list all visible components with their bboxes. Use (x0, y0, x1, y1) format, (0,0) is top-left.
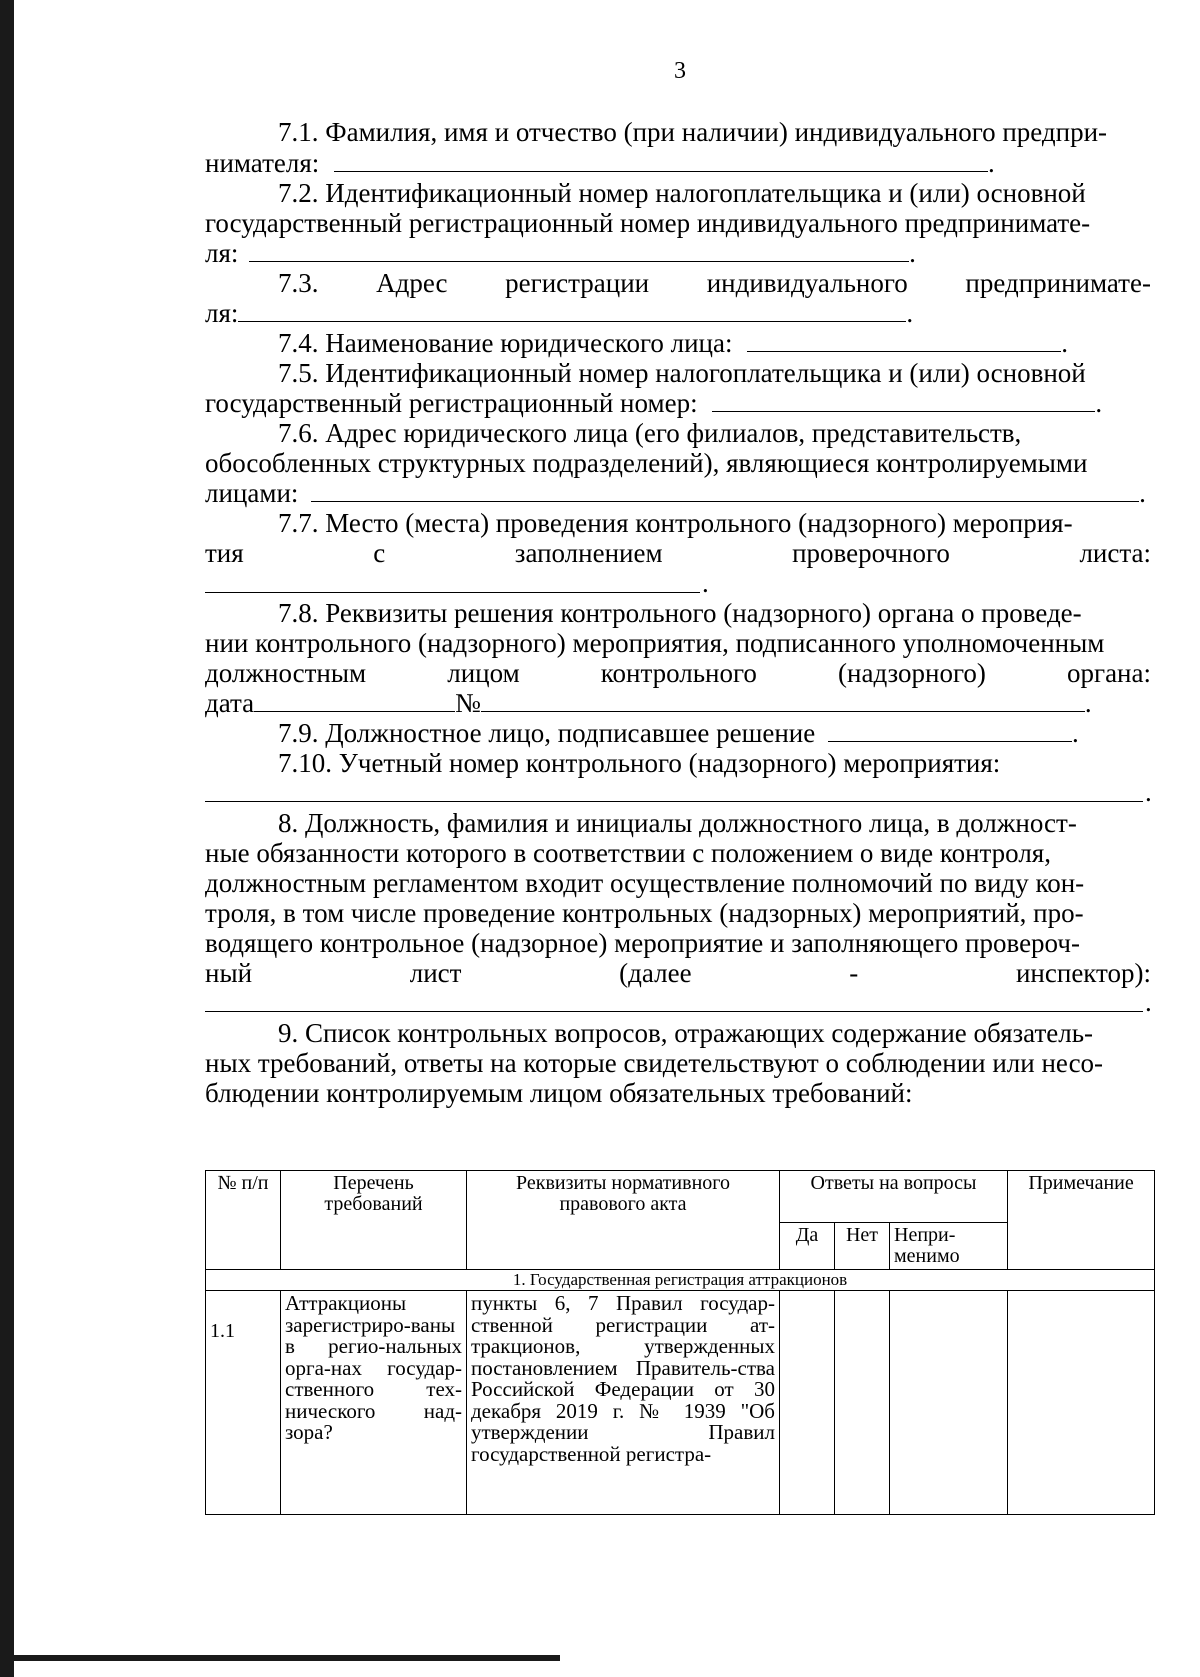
item-7-2-line2: государственный регистрационный номер индивидуального предпринимате- (205, 208, 1091, 238)
date-field[interactable] (254, 689, 455, 712)
item-8-line2: ные обязанности которого в соответствии с положением о виде контроля, (205, 838, 1051, 868)
item-7-3-label: ля: (205, 298, 239, 328)
fill-line-7-6[interactable] (311, 479, 1139, 502)
item-7-7-word: заполнением (514, 538, 663, 568)
period: . (1145, 987, 1152, 1017)
item-9-line3: блюдении контролируемым лицом обязательных требований: (205, 1078, 913, 1108)
period: . (702, 568, 709, 598)
item-9-line1: 9. Список контрольных вопросов, отражающих содержание обязатель- (278, 1018, 1094, 1048)
item-7-8-line3 (205, 658, 1151, 690)
item-7-7-line2 (205, 538, 1151, 570)
period: . (1145, 777, 1152, 807)
date-label: дата (205, 688, 255, 718)
item-9-line2: ных требований, ответы на которые свидетельствуют о соблюдении или несо- (205, 1048, 1104, 1078)
scan-edge-bottom (0, 1655, 560, 1661)
item-7-2-line3: ля: . (205, 238, 916, 268)
item-7-8-word: лицом (447, 658, 520, 688)
fill-line-7-9[interactable] (828, 719, 1072, 742)
item-8-line3: должностным регламентом входит осуществление полномочий по виду кон- (205, 868, 1085, 898)
page-number: 3 (674, 58, 686, 84)
note-cell[interactable] (1008, 1291, 1155, 1515)
item-7-1-label: нимателя: (205, 148, 320, 178)
item-7-6-line3: лицами: . (205, 478, 1146, 508)
item-7-4-line: 7.4. Наименование юридического лица: . (278, 328, 1068, 358)
item-8-line6 (205, 958, 1151, 990)
item-7-6-label: лицами: (205, 478, 299, 508)
fill-line-7-5[interactable] (712, 389, 1095, 412)
item-7-5-line1: 7.5. Идентификационный номер налогоплательщика и (или) основной (278, 358, 1086, 388)
item-7-5-label: государственный регистрационный номер: (205, 388, 698, 418)
item-7-2-line1: 7.2. Идентификационный номер налогоплательщика и (или) основной (278, 178, 1086, 208)
item-7-7-word: проверочного (792, 538, 950, 568)
item-7-10-line: 7.10. Учетный номер контрольного (надзорного) мероприятия: (278, 748, 1001, 778)
item-7-7-word: с (373, 538, 386, 568)
fill-line-7-3[interactable] (238, 299, 906, 322)
item-8-word: ный (205, 958, 253, 988)
header-number: № п/п (206, 1171, 281, 1270)
scan-edge-left (0, 0, 14, 1677)
item-7-3-number: 7.3. (278, 268, 319, 298)
fill-line-7-4[interactable] (747, 329, 1061, 352)
item-7-3-word: индивидуального (706, 268, 908, 298)
answer-yes-cell[interactable] (780, 1291, 835, 1515)
item-7-8-line2: нии контрольного (надзорного) мероприятия, подписанного уполномоченным (205, 628, 1105, 658)
answer-not-applicable-cell[interactable] (890, 1291, 1008, 1515)
requirements-table (205, 1170, 1155, 1515)
fill-line-7-7[interactable] (205, 592, 700, 593)
fill-line-8[interactable] (205, 1011, 1143, 1012)
item-7-9-label: 7.9. Должностное лицо, подписавшее решение (278, 718, 816, 748)
item-7-3-word: предпринимате- (965, 268, 1151, 298)
item-7-7-line1: 7.7. Место (места) проведения контрольного (надзорного) мероприя- (278, 508, 1073, 538)
item-7-6-line1: 7.6. Адрес юридического лица (его филиалов, представительств, (278, 418, 1022, 448)
item-7-3-word: регистрации (505, 268, 650, 298)
item-7-5-line2: государственный регистрационный номер: . (205, 388, 1103, 418)
header-answers: Ответы на вопросы (780, 1171, 1008, 1223)
row-requirement: Аттракционы зарегистриро-ваны в регио-нальных орга-нах государ-ственного тех-нического над-зора? (281, 1291, 467, 1515)
header-legal-act: Реквизиты нормативного правового акта (467, 1171, 780, 1270)
item-7-8-line4: дата № . (205, 688, 1092, 718)
item-7-8-line1: 7.8. Реквизиты решения контрольного (надзорного) органа о проведе- (278, 598, 1082, 628)
row-number: 1.1 (206, 1291, 281, 1515)
header-no: Нет (835, 1223, 890, 1270)
item-7-1-line1: 7.1. Фамилия, имя и отчество (при наличии) индивидуального предпри- (278, 117, 1108, 147)
header-not-applicable: Непри-менимо (890, 1223, 1008, 1270)
item-7-2-label: ля: (205, 238, 239, 268)
fill-line-7-2[interactable] (249, 239, 909, 262)
item-7-3-word: Адрес (376, 268, 448, 298)
header-note: Примечание (1008, 1171, 1155, 1270)
item-7-1-line2: нимателя: . (205, 148, 995, 178)
item-7-6-line2: обособленных структурных подразделений), являющиеся контролируемыми (205, 448, 1088, 478)
fill-line-7-1[interactable] (334, 149, 988, 172)
header-yes: Да (780, 1223, 835, 1270)
number-label: № (455, 688, 481, 718)
item-8-word: инспектор): (1015, 958, 1151, 988)
header-requirements: Перечень требований (281, 1171, 467, 1270)
item-7-7-word: тия (205, 538, 244, 568)
item-8-word: (далее (619, 958, 692, 988)
table-row (206, 1291, 1155, 1515)
decision-number-field[interactable] (481, 689, 1085, 712)
section-title: 1. Государственная регистрация аттракционов (206, 1270, 1155, 1291)
item-7-8-word: должностным (205, 658, 367, 688)
item-7-7-word: листа: (1079, 538, 1151, 568)
item-8-line4: троля, в том числе проведение контрольных (надзорных) мероприятий, про- (205, 898, 1084, 928)
item-7-8-word: контрольного (600, 658, 757, 688)
item-8-word: лист (409, 958, 462, 988)
item-8-line1: 8. Должность, фамилия и инициалы должностного лица, в должност- (278, 808, 1077, 838)
item-7-8-word: органа: (1067, 658, 1151, 688)
item-7-3-line2: ля: . (205, 298, 914, 328)
row-legal-act: пункты 6, 7 Правил государ-ственной регистрации ат-тракционов, утвержденных постановлением Правитель-ства Российской Федерации от 30 декабря 2019 г. № 1939 "Об утверждении Правил государственной регистра- (467, 1291, 780, 1515)
item-7-9-line: 7.9. Должностное лицо, подписавшее решение . (278, 718, 1079, 748)
item-7-8-word: (надзорного) (838, 658, 986, 688)
item-8-word: - (849, 958, 859, 988)
fill-line-7-10[interactable] (205, 801, 1143, 802)
item-7-4-label: 7.4. Наименование юридического лица: (278, 328, 733, 358)
item-8-line5: водящего контрольное (надзорное) мероприятие и заполняющего провероч- (205, 928, 1080, 958)
item-7-3-line1 (205, 268, 1151, 300)
answer-no-cell[interactable] (835, 1291, 890, 1515)
